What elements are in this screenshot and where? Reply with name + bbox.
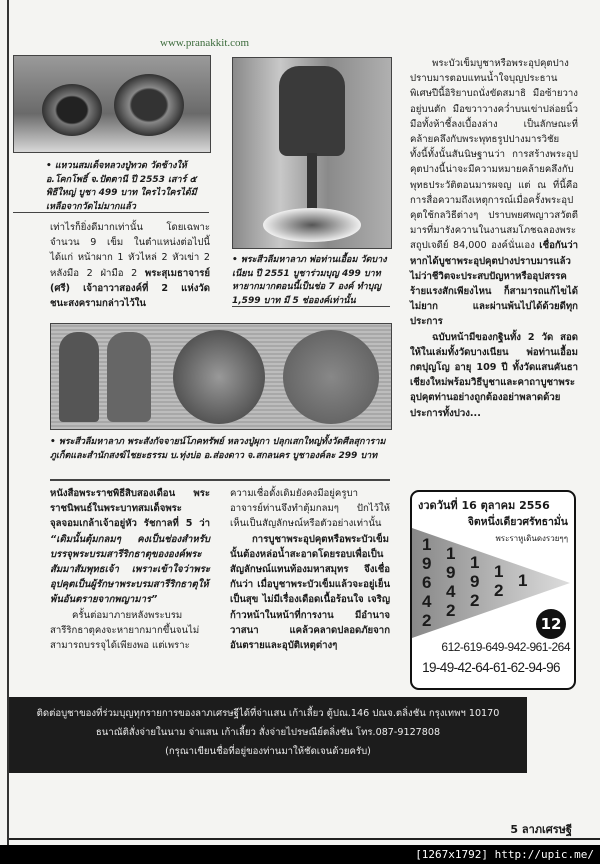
siwali-tree-photo xyxy=(232,57,392,249)
bottom-column-2 xyxy=(230,486,390,653)
contact-line2: ธนาณัติสั่งจ่ายในนาม จ่าแสน เก้าเลี้ยว สั่งจ่ายไปรษณีย์ตลิ่งชัน โทร.087-9127808 xyxy=(95,727,441,738)
col1-p2: ครั้นต่อมาภายหลังพระบรมสารีริกธาตุคงจะหายากมากขึ้นจนไม่สามารถบรรจุได้เพียงพอ แต่เพราะ xyxy=(50,609,200,652)
left-top-normal: เท่าไรก็ยิ่งดีมากเท่านั้น โดยเฉพาะจำนวน 9 เข็ม ในตำแหน่งต่อไปนี้ได้แก่ หน้าผาก 1 หัวไหล่ 2 หัวเข่า 2 หลังมือ 2 ฝ่ามือ 2 xyxy=(50,222,210,279)
lottery-digit: 9 xyxy=(446,563,456,582)
bottom-column-1 xyxy=(50,486,210,653)
lottery-subtitle: พระราหูเดินดงรวยๆๆ xyxy=(495,534,568,543)
lottery-digit: 1 xyxy=(518,571,528,590)
bottom-rule xyxy=(9,838,600,840)
amulets-photo xyxy=(50,323,392,430)
lottery-box xyxy=(410,490,576,690)
website-url: www.pranakkit.com xyxy=(160,37,250,49)
lottery-digit: 9 xyxy=(470,572,480,591)
lottery-digit: 1 xyxy=(470,553,480,572)
amulets-caption: • พระสีวลีมหาลาภ พระสังกัจจายน์โภคทรัพย์ หลวงปู่ผุกา ปลุกเสกใหญ่ทั้งวัดศีลสุการาม ภูเก็ตและสำนักสงฆ์ไชยะธรรม บ.ทุ่งบ่อ อ.ส่องดาว จ.สกลนคร บูชาองค์ละ 299 บาท xyxy=(50,437,386,461)
col1-quote: “เดิมนั้นตุ้มกลมๆ คงเป็นช่องสำหรับบรรจุพระบรมสารีริกธาตุขององค์พระสัมมาสัมพุทธเจ้า เพราะเข้าใจว่าพระอุปคุตเป็นผู้รักษาพระบรมสารีริกธาตุให้พ้นอันตรายจากพญามาร” xyxy=(50,533,210,606)
lottery-digit: 9 xyxy=(422,554,432,573)
right-p2: ฉบับหน้ามีของกฐินทั้ง 2 วัด สอดให้ในเล่มทั้งวัดบางเนียน พ่อท่านเอื้อม กตปุญโญ อายุ 109 ปี ทั้งวัดแสนคันธา เชียงใหม่พร้อมวิธีบูชาและคาถาบูชาพระอุปคุตท่านอย่างถูกต้องอย่าพลาดด้วยประการทั้งปวง... xyxy=(410,331,578,419)
lottery-digit: 1 xyxy=(422,535,432,554)
lottery-date: งวดวันที่ 16 ตุลาคม 2556 xyxy=(418,499,550,512)
ring-photo xyxy=(13,55,211,153)
right-column-text xyxy=(410,56,578,421)
ring-caption: • แหวนสมเด็จหลวงปู่ทวด วัดช้างให้ อ.โคกโพธิ์ จ.ปัตตานี ปี 2553 เสาร์ ๕ พิธีใหญ่ บูชา 499 บาท ใครไวใครได้มีเหลือจากวัดไม่มากแล้ว xyxy=(46,161,197,212)
lottery-digit: 4 xyxy=(446,582,456,601)
lottery-line1: 612-619-649-942-961-264 xyxy=(441,640,570,654)
contact-band xyxy=(9,697,527,773)
right-p1-bold: เชื่อกันว่า หากได้บูชาพระอุปคุตปางปราบมารแล้ว ไม่ว่าชีวิตจะประสบปัญหาหรืออุปสรรคร้ายแรงสักเพียงไหน ก็สามารถแก้ไขได้ไม่ยาก และผ่านพ้นไปได้ด้วยดีทุกประการ xyxy=(410,240,578,328)
page-number: 5 xyxy=(510,823,519,836)
lottery-digit: 4 xyxy=(422,592,432,611)
right-p1-normal: พระบัวเข็มบูชาหรือพระอุปคุตปางปราบมารตอบแทนน้ำใจบุญประธานพิเศษปีนี้อิริยาบถนั่งขัดสมาธิ มือซ้ายวางอยู่บนตัก มือขวาวางคว่ำบนเข่าปล่อยนิ้วมือทั้งห้าชี้ลงเบื้องล่าง เป็นลักษณะที่คล้ายคลึงกับพระพุทธรูปปางมารวิชัย ทั้งนี้ทั้งนั้นสันนิษฐานว่า การสร้างพระอุปคุตปางนี้น่าจะมีความหมายคล้ายคลึงกับพุทธประวัติตอนมารผจญ แต่ ณ ที่นี้คือการสื่อความถึงเหตุการณ์เมื่อครั้งพระอุปคุตใช้กลวิธีต่างๆ ปราบพยศพญาวสวัตตีมารที่มารังควานในงานสมโภชฉลองพระสถูปเจดีย์ 84,000 องค์นั่นเอง xyxy=(410,58,578,252)
divider xyxy=(13,212,209,213)
lottery-digit: 2 xyxy=(470,591,480,610)
divider xyxy=(232,306,390,307)
divider xyxy=(50,479,390,481)
col1-bold: หนังสือพระราชพิธีสิบสองเดือน พระราชนิพนธ์ในพระบาทสมเด็จพระจุลจอมเกล้าเจ้าอยู่หัว รัชกาลที่ 5 ว่า xyxy=(50,488,210,530)
lottery-title: จิตหนึ่งเดียวศรัทธามั่น xyxy=(467,516,568,528)
lottery-digit: 1 xyxy=(494,562,504,581)
lottery-line2: 19-49-42-64-61-62-94-96 xyxy=(422,660,560,675)
image-host-bar: [1267x1792] http://upic.me/ xyxy=(0,845,600,864)
col2-p1: ความเชื่อดั้งเดิมยังคงมีอยู่ครูบาอาจารย์ท่านจึงทำตุ้มกลมๆ ปักไว้ให้เห็นเป็นสัญลักษณ์หรือตัวอย่างเท่านั้น xyxy=(230,488,390,530)
contact-line1: ติดต่อบูชาของที่ร่วมบุญทุกรายการของลาภเศรษฐีได้ที่จ่าแสน เก้าเลี้ยว ตู้ปณ.146 ปณจ.ตลิ่งชัน กรุงเทพฯ 10170 xyxy=(36,708,500,719)
lottery-digit: 2 xyxy=(422,611,432,630)
contact-line3: (กรุณาเขียนชื่อที่อยู่ของท่านมาให้ชัดเจนด้วยครับ) xyxy=(165,746,371,757)
left-top-text xyxy=(50,220,210,311)
lottery-circle: 12 xyxy=(536,609,566,639)
page-footer xyxy=(510,820,572,838)
lottery-digit: 2 xyxy=(446,601,456,620)
lottery-digit: 1 xyxy=(446,544,456,563)
lottery-digit: 6 xyxy=(422,573,432,592)
col2-p2: การบูชาพระอุปคุตหรือพระบัวเข็มนั้นต้องหล่อน้ำสะอาดโดยรอบเพื่อเป็นสัญลักษณ์แทนท้องมหาสมุทร จึงเชื่อกันว่า เมื่อบูชาพระบัวเข็มแล้วจะอยู่เย็นเป็นสุข ไม่มีเรื่องเดือดเนื้อร้อนใจ เจริญก้าวหน้าในหน้าที่การงาน มีอำนาจวาสนา แคล้วคลาดปลอดภัยจากอันตรายและอุบัติเหตุต่างๆ xyxy=(230,533,390,652)
left-top-bold: พระสุเมธาจารย์ (ศรี) เจ้าอาวาสองค์ที่ 2 แห่งวัดชนะสงครามกล่าวไว้ใน xyxy=(50,267,210,310)
magazine-name: ลาภเศรษฐี xyxy=(521,823,572,836)
tree-caption: • พระสีวลีมหาลาภ พ่อท่านเอื้อม วัดบางเนียน ปี 2551 บูชาร่วมบุญ 499 บาท หายากมากตอนนี้เป็นช่อ 7 องค์ ทำบุญ 1,599 บาท มี 5 ช่อองค์เท่านั้น xyxy=(232,255,387,306)
lottery-digit: 2 xyxy=(494,581,504,600)
